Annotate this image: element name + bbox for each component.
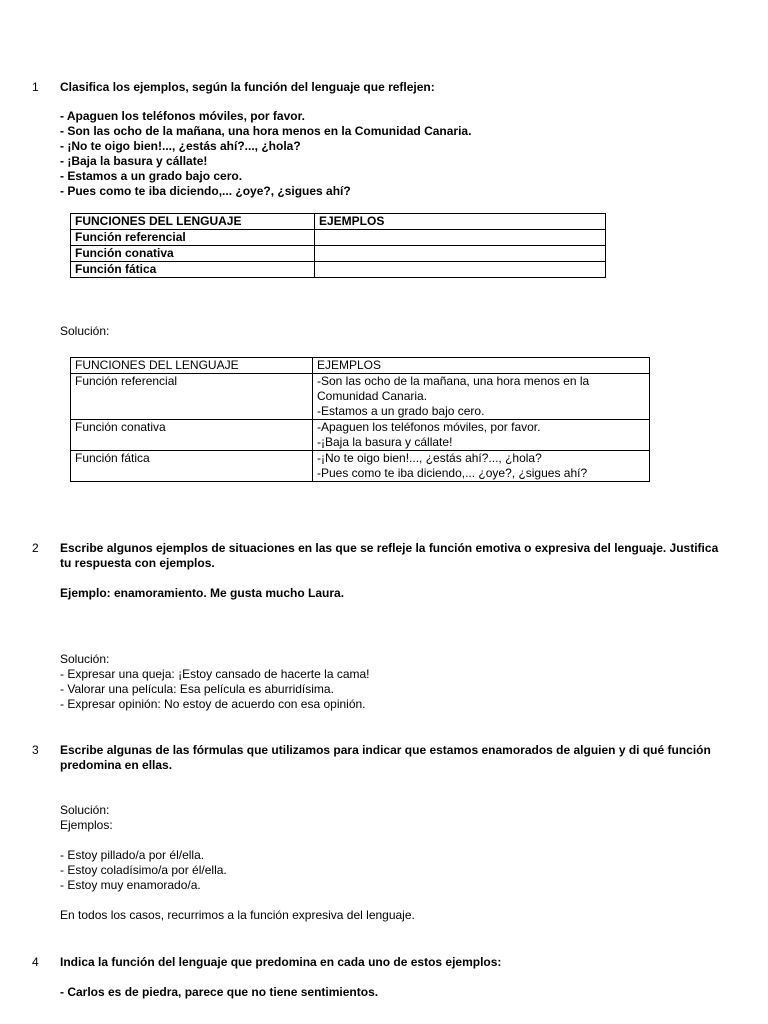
cell-line: -Apaguen los teléfonos móviles, por favor. bbox=[317, 420, 541, 434]
table-cell: Función referencial bbox=[71, 374, 313, 420]
table-row bbox=[71, 262, 606, 278]
table-row bbox=[71, 451, 650, 482]
question-prompt: Indica la función del lenguaje que predomina en cada uno de estos ejemplos: bbox=[60, 955, 502, 969]
table-cell bbox=[313, 420, 650, 451]
table-cell: Función fática bbox=[71, 262, 315, 278]
question-number: 3 bbox=[32, 743, 39, 757]
list-item: - Apaguen los teléfonos móviles, por favor. bbox=[60, 109, 305, 123]
table-cell: Función fática bbox=[71, 451, 313, 482]
list-item: - Pues como te iba diciendo,... ¿oye?, ¿sigues ahí? bbox=[60, 184, 351, 198]
question-number: 4 bbox=[32, 955, 39, 969]
list-item: - ¡No te oigo bien!..., ¿estás ahí?..., ¿hola? bbox=[60, 139, 301, 153]
table-cell: Función conativa bbox=[71, 246, 315, 262]
table-row bbox=[71, 230, 606, 246]
solution-section bbox=[60, 652, 720, 712]
table-cell: Función referencial bbox=[71, 230, 315, 246]
examples-list bbox=[60, 109, 720, 199]
list-item: - Expresar una queja: ¡Estoy cansado de hacerte la cama! bbox=[60, 667, 370, 681]
conclusion-text: En todos los casos, recurrimos a la función expresiva del lenguaje. bbox=[60, 908, 415, 922]
table-row bbox=[71, 420, 650, 451]
example-text: Ejemplo: enamoramiento. Me gusta mucho Laura. bbox=[60, 586, 345, 600]
list-item: - Expresar opinión: No estoy de acuerdo con esa opinión. bbox=[60, 697, 366, 711]
list-item: - Estamos a un grado bajo cero. bbox=[60, 169, 243, 183]
cell-line: Comunidad Canaria. bbox=[317, 389, 428, 403]
examples-label: Ejemplos: bbox=[60, 818, 113, 832]
question-prompt: Escribe algunas de las fórmulas que utilizamos para indicar que estamos enamorados de alguien y di qué función predomina en ellas. bbox=[60, 743, 711, 772]
table-cell bbox=[313, 451, 650, 482]
list-item: - Valorar una película: Esa película es aburridísima. bbox=[60, 682, 334, 696]
table-header: FUNCIONES DEL LENGUAJE bbox=[71, 358, 313, 374]
table-header-row bbox=[71, 214, 606, 230]
table-cell-empty bbox=[315, 262, 606, 278]
table-row bbox=[71, 246, 606, 262]
cell-line: -¡Baja la basura y cállate! bbox=[317, 435, 453, 449]
table-cell-empty bbox=[315, 246, 606, 262]
solution-section bbox=[60, 803, 720, 833]
table-cell-empty bbox=[315, 230, 606, 246]
table-cell: Función conativa bbox=[71, 420, 313, 451]
list-item: - Estoy muy enamorado/a. bbox=[60, 878, 201, 892]
question-number: 2 bbox=[32, 541, 39, 555]
table-header-row bbox=[71, 358, 650, 374]
table-row bbox=[71, 374, 650, 420]
example-text: - Carlos es de piedra, parece que no tiene sentimientos. bbox=[60, 985, 379, 999]
list-item: - Estoy pillado/a por él/ella. bbox=[60, 848, 205, 862]
solution-label: Solución: bbox=[60, 803, 110, 817]
question-prompt: Clasifica los ejemplos, según la función del lenguaje que reflejen: bbox=[60, 80, 435, 94]
question-number: 1 bbox=[32, 80, 39, 94]
list-item: - Son las ocho de la mañana, una hora menos en la Comunidad Canaria. bbox=[60, 124, 472, 138]
solution-label: Solución: bbox=[60, 324, 110, 338]
exercise-table bbox=[70, 213, 606, 278]
list-item: - Estoy coladísimo/a por él/ella. bbox=[60, 863, 227, 877]
table-header: EJEMPLOS bbox=[313, 358, 650, 374]
cell-line: -Son las ocho de la mañana, una hora menos en la bbox=[317, 374, 590, 388]
table-header: FUNCIONES DEL LENGUAJE bbox=[71, 214, 315, 230]
table-cell bbox=[313, 374, 650, 420]
solution-table bbox=[70, 357, 650, 482]
cell-line: -Estamos a un grado bajo cero. bbox=[317, 404, 485, 418]
cell-line: -¡No te oigo bien!..., ¿estás ahí?..., ¿hola? bbox=[317, 451, 542, 465]
list-item: - ¡Baja la basura y cállate! bbox=[60, 154, 208, 168]
solution-list bbox=[60, 848, 720, 893]
question-prompt: Escribe algunos ejemplos de situaciones en las que se refleje la función emotiva o expresiva del lenguaje. Justifica tu respuesta con ejemplos. bbox=[60, 541, 719, 570]
table-header: EJEMPLOS bbox=[315, 214, 606, 230]
solution-label: Solución: bbox=[60, 652, 110, 666]
cell-line: -Pues como te iba diciendo,... ¿oye?, ¿sigues ahí? bbox=[317, 466, 588, 480]
